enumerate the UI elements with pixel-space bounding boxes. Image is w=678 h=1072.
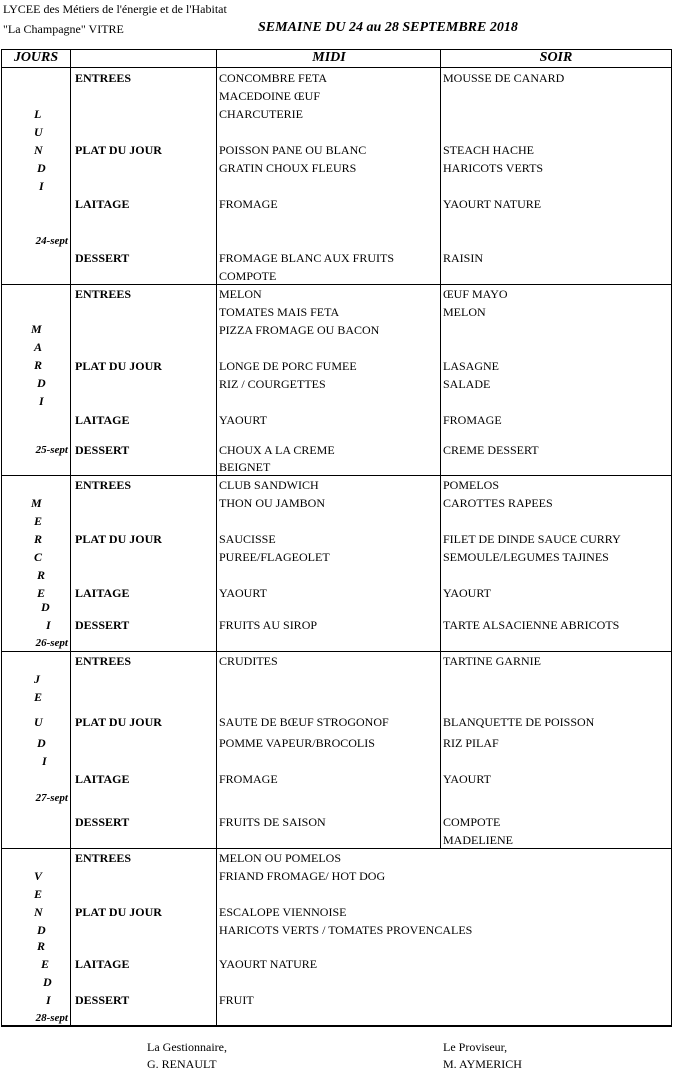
- midi-dish: GRATIN CHOUX FLEURS: [219, 161, 357, 175]
- category-label: DESSERT: [75, 443, 130, 457]
- midi-dish: LONGE DE PORC FUMEE: [219, 359, 357, 373]
- soir-column-border: [440, 49, 441, 848]
- soir-dish: MOUSSE DE CANARD: [443, 71, 565, 85]
- day-separator: [1, 475, 672, 476]
- midi-dish: CHOUX A LA CREME: [219, 443, 335, 457]
- midi-dish: FROMAGE BLANC AUX FRUITS: [219, 251, 395, 265]
- category-label: LAITAGE: [75, 197, 130, 211]
- day-letter: M: [31, 322, 42, 336]
- soir-dish: TARTE ALSACIENNE ABRICOTS: [443, 618, 620, 632]
- midi-dish: CONCOMBRE FETA: [219, 71, 328, 85]
- midi-dish: THON OU JAMBON: [219, 496, 326, 510]
- gestionnaire-title: La Gestionnaire,: [147, 1040, 227, 1054]
- category-label: ENTREES: [75, 287, 132, 301]
- category-label: PLAT DU JOUR: [75, 532, 162, 546]
- category-label: LAITAGE: [75, 957, 130, 971]
- column-header-jours: JOURS: [13, 50, 59, 65]
- week-title: SEMAINE DU 24 au 28 SEPTEMBRE 2018: [258, 20, 518, 35]
- day-letter: D: [37, 736, 46, 750]
- day-date: 27-sept: [35, 792, 68, 804]
- day-letter: I: [39, 394, 44, 408]
- soir-dish: HARICOTS VERTS: [443, 161, 544, 175]
- midi-dish: FRUITS AU SIROP: [219, 618, 318, 632]
- day-letter: I: [46, 993, 51, 1007]
- table-right-border: [671, 49, 672, 1026]
- midi-dish: POISSON PANE OU BLANC: [219, 143, 367, 157]
- header-bottom-border: [1, 67, 672, 68]
- day-letter: R: [34, 532, 43, 546]
- soir-dish: MELON: [443, 305, 486, 319]
- column-header-midi: MIDI: [312, 50, 346, 65]
- midi-dish: SAUCISSE: [219, 532, 276, 546]
- midi-dish: SAUTE DE BŒUF STROGONOF: [219, 715, 389, 729]
- table-bottom-border: [1, 1025, 672, 1027]
- midi-dish: ESCALOPE VIENNOISE: [219, 905, 347, 919]
- day-letter: D: [43, 975, 52, 989]
- column-header-soir: SOIR: [539, 50, 573, 65]
- soir-dish: LASAGNE: [443, 359, 499, 373]
- day-letter: E: [34, 514, 43, 528]
- midi-dish: MELON: [219, 287, 262, 301]
- midi-dish: MELON OU POMELOS: [219, 851, 342, 865]
- midi-dish: YAOURT: [219, 586, 267, 600]
- soir-dish: TARTINE GARNIE: [443, 654, 541, 668]
- day-letter: V: [34, 869, 43, 883]
- category-label: PLAT DU JOUR: [75, 715, 162, 729]
- day-letter: E: [41, 957, 50, 971]
- day-letter: L: [34, 107, 42, 121]
- soir-dish: STEACH HACHE: [443, 143, 535, 157]
- midi-dish: FRUIT: [219, 993, 254, 1007]
- day-letter: N: [34, 905, 43, 919]
- soir-dish: YAOURT NATURE: [443, 197, 542, 211]
- school-location: "La Champagne" VITRE: [3, 22, 124, 36]
- midi-dish: MACEDOINE ŒUF: [219, 89, 321, 103]
- midi-column-border: [216, 49, 217, 1026]
- soir-dish: ŒUF MAYO: [443, 287, 508, 301]
- day-date: 28-sept: [35, 1012, 68, 1024]
- proviseur-name: M. AYMERICH: [443, 1057, 522, 1071]
- midi-dish: FRIAND FROMAGE/ HOT DOG: [219, 869, 386, 883]
- day-letter: E: [34, 690, 43, 704]
- category-label: ENTREES: [75, 851, 132, 865]
- midi-dish: PUREE/FLAGEOLET: [219, 550, 330, 564]
- day-separator: [1, 651, 672, 652]
- category-label: DESSERT: [75, 618, 130, 632]
- day-letter: A: [34, 340, 43, 354]
- proviseur-title: Le Proviseur,: [443, 1040, 508, 1054]
- soir-dish: CAROTTES RAPEES: [443, 496, 553, 510]
- day-letter: I: [42, 754, 47, 768]
- category-label: LAITAGE: [75, 772, 130, 786]
- table-top-border: [1, 49, 672, 50]
- day-letter: E: [34, 887, 43, 901]
- jours-column-border: [70, 49, 71, 1026]
- day-letter: R: [37, 568, 46, 582]
- midi-dish: RIZ / COURGETTES: [219, 377, 326, 391]
- table-left-border: [1, 49, 2, 1026]
- day-date: 24-sept: [35, 235, 68, 247]
- category-label: PLAT DU JOUR: [75, 905, 162, 919]
- soir-dish: COMPOTE: [443, 815, 501, 829]
- day-letter: D: [37, 923, 46, 937]
- gestionnaire-name: G. RENAULT: [147, 1057, 217, 1071]
- midi-dish: YAOURT: [219, 413, 267, 427]
- day-letter: C: [34, 550, 43, 564]
- day-letter: U: [34, 715, 43, 729]
- soir-dish: MADELIENE: [443, 833, 513, 847]
- midi-dish: FROMAGE: [219, 197, 278, 211]
- midi-dish: BEIGNET: [219, 460, 271, 474]
- midi-dish: TOMATES MAIS FETA: [219, 305, 340, 319]
- midi-dish: FRUITS DE SAISON: [219, 815, 326, 829]
- category-label: DESSERT: [75, 993, 130, 1007]
- soir-dish: POMELOS: [443, 478, 500, 492]
- day-letter: D: [37, 161, 46, 175]
- category-label: ENTREES: [75, 478, 132, 492]
- category-label: ENTREES: [75, 71, 132, 85]
- midi-dish: CHARCUTERIE: [219, 107, 303, 121]
- day-letter: U: [34, 125, 43, 139]
- category-label: DESSERT: [75, 251, 130, 265]
- midi-dish: HARICOTS VERTS / TOMATES PROVENCALES: [219, 923, 473, 937]
- midi-dish: POMME VAPEUR/BROCOLIS: [219, 736, 375, 750]
- soir-dish: SALADE: [443, 377, 491, 391]
- soir-dish: YAOURT: [443, 586, 491, 600]
- category-label: LAITAGE: [75, 413, 130, 427]
- category-label: PLAT DU JOUR: [75, 359, 162, 373]
- midi-dish: FROMAGE: [219, 772, 278, 786]
- category-label: LAITAGE: [75, 586, 130, 600]
- midi-dish: CRUDITES: [219, 654, 278, 668]
- school-name: LYCEE des Métiers de l'énergie et de l'Habitat: [3, 2, 227, 16]
- soir-dish: RAISIN: [443, 251, 484, 265]
- soir-dish: RIZ PILAF: [443, 736, 499, 750]
- day-letter: I: [46, 618, 51, 632]
- midi-dish: PIZZA FROMAGE OU BACON: [219, 323, 380, 337]
- category-label: ENTREES: [75, 654, 132, 668]
- day-letter: D: [41, 600, 50, 614]
- midi-dish: CLUB SANDWICH: [219, 478, 319, 492]
- midi-dish: YAOURT NATURE: [219, 957, 318, 971]
- soir-dish: BLANQUETTE DE POISSON: [443, 715, 595, 729]
- category-label: DESSERT: [75, 815, 130, 829]
- day-letter: R: [34, 358, 43, 372]
- day-date: 26-sept: [35, 637, 68, 649]
- day-letter: N: [34, 143, 43, 157]
- soir-dish: FILET DE DINDE SAUCE CURRY: [443, 532, 621, 546]
- day-letter: E: [37, 586, 46, 600]
- soir-dish: SEMOULE/LEGUMES TAJINES: [443, 550, 609, 564]
- soir-dish: YAOURT: [443, 772, 491, 786]
- soir-dish: FROMAGE: [443, 413, 502, 427]
- day-letter: J: [34, 672, 40, 686]
- category-label: PLAT DU JOUR: [75, 143, 162, 157]
- day-letter: M: [31, 496, 42, 510]
- day-letter: D: [37, 376, 46, 390]
- day-letter: R: [37, 939, 46, 953]
- day-letter: I: [39, 179, 44, 193]
- day-separator: [1, 848, 672, 849]
- midi-dish: COMPOTE: [219, 269, 277, 283]
- soir-dish: CREME DESSERT: [443, 443, 539, 457]
- day-separator: [1, 284, 672, 285]
- day-date: 25-sept: [35, 444, 68, 456]
